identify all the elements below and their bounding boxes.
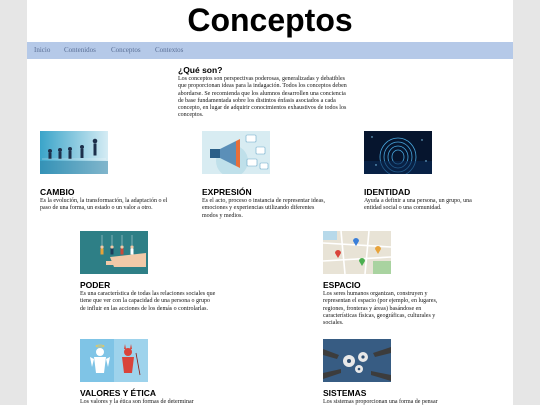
concept-text-cambio: Es la evolución, la transformación, la adaptación o el paso de una forma, un estado o un valor a otro.: [40, 198, 168, 212]
concept-text-espacio: Los seres humanos organizan, construyen y representan el espacio (por ejemplo, en lugares, regiones, fronteras y áreas) basándose en características físicas, geográficas, culturales y sociales.: [323, 291, 438, 327]
fingerprint-image: [364, 131, 432, 174]
intro-text: Los conceptos son perspectivas poderosas, generalizadas y debatibles que proporcionan ideas para la indagación. Todos los conceptos deben abordarse. Se recomienda que los alumnos desarrollen una conciencia de base fundamentada sobre los distintos énfasis asociados a cada concepto, en lugar de adquirir conocimientos exhaustivos de todos los conceptos.: [178, 76, 347, 119]
nav-item-contenidos[interactable]: Contenidos: [64, 46, 96, 54]
concept-title-sistemas: SISTEMAS: [323, 388, 367, 398]
concept-text-sistemas: Los sistemas proporcionan una forma de pensar: [323, 399, 438, 405]
intro-heading: ¿Qué son?: [178, 65, 223, 75]
gears-hands-image: [323, 339, 391, 382]
page-container: [27, 0, 513, 405]
concept-text-valores-y-etica: Los valores y la ética son formas de determinar: [80, 399, 194, 405]
map-pins-image: [323, 231, 391, 274]
nav-bar: [27, 42, 513, 59]
business-race-image: [40, 131, 108, 174]
concept-title-identidad: IDENTIDAD: [364, 187, 411, 197]
concept-text-expresion: Es el acto, proceso o instancia de representar ideas, emociones y experiencias utilizando diferentes modos y medios.: [202, 198, 325, 219]
concept-text-poder: Es una característica de todas las relaciones sociales que tiene que ver con la capacidad de una persona o grupo de influir en las acciones de los demás o controlarlas.: [80, 291, 216, 312]
nav-item-conceptos[interactable]: Conceptos: [111, 46, 141, 54]
site-title: Conceptos: [187, 2, 353, 38]
megaphone-image: [202, 131, 270, 174]
concept-title-cambio: CAMBIO: [40, 187, 75, 197]
concept-text-identidad: Ayuda a definir a una persona, un grupo, una entidad social o una comunidad.: [364, 198, 472, 212]
nav-item-inicio[interactable]: Inicio: [34, 46, 51, 54]
concept-title-espacio: ESPACIO: [323, 280, 361, 290]
hand-puppets-image: [80, 231, 148, 274]
concept-title-poder: PODER: [80, 280, 111, 290]
concept-title-expresion: EXPRESIÓN: [202, 187, 252, 197]
angel-devil-image: [80, 339, 148, 382]
nav-item-contextos[interactable]: Contextos: [155, 46, 184, 54]
concept-title-valores-y-etica: VALORES Y ÉTICA: [80, 388, 157, 398]
